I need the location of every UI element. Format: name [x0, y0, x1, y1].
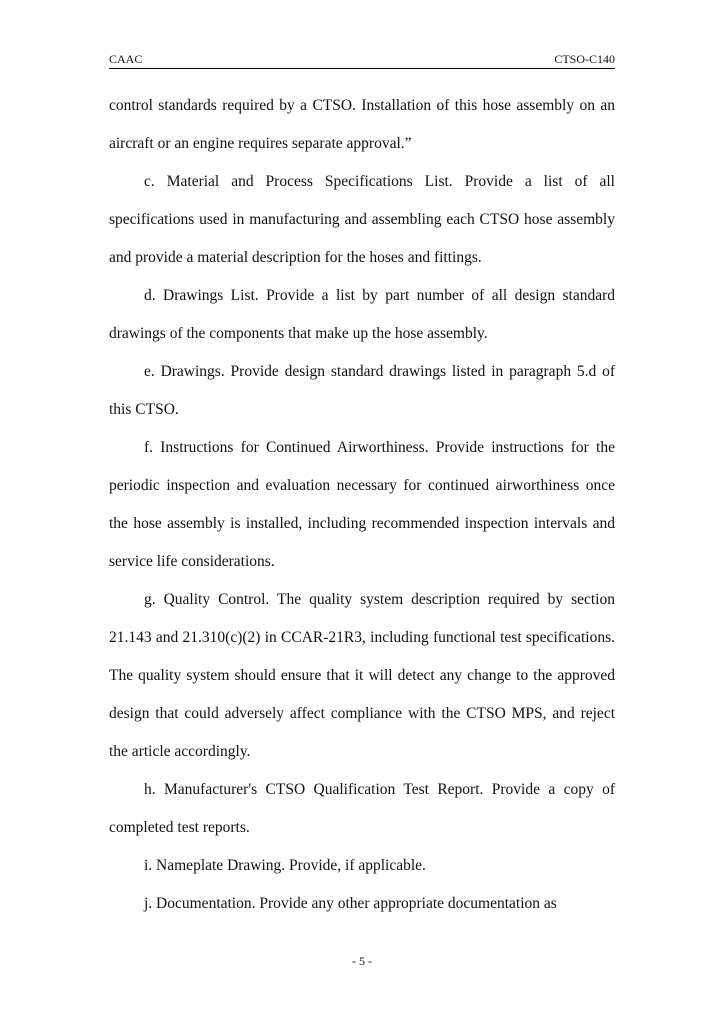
paragraph-continuation: control standards required by a CTSO. Installation of this hose assembly on an aircraft or an engine requires separate approval.”: [109, 97, 615, 152]
page-header: [109, 52, 615, 69]
document-body: [109, 87, 615, 923]
paragraph-c-material-specs: c. Material and Process Specifications List. Provide a list of all specifications used in manufacturing and assembling each CTSO hose assembly and provide a material description for the hoses and fittings.: [109, 173, 615, 266]
header-org: CAAC: [109, 52, 143, 66]
paragraph-j-documentation: j. Documentation. Provide any other appropriate documentation as: [144, 895, 557, 912]
page-number: - 5 -: [352, 954, 372, 968]
paragraph-g-quality-control: g. Quality Control. The quality system description required by section 21.143 and 21.310(c)(2) in CCAR-21R3, including functional test specifications. The quality system should ensure that it will detect any change to the approved design that could adversely affect compliance with the CTSO MPS, and reject the article accordingly.: [109, 591, 615, 760]
header-doc-id: CTSO-C140: [554, 52, 615, 66]
paragraph-h-test-report: h. Manufacturer's CTSO Qualification Test Report. Provide a copy of completed test reports.: [109, 781, 615, 836]
paragraph-i-nameplate: i. Nameplate Drawing. Provide, if applicable.: [144, 857, 426, 874]
paragraph-e-drawings: e. Drawings. Provide design standard drawings listed in paragraph 5.d of this CTSO.: [109, 363, 615, 418]
paragraph-f-instructions: f. Instructions for Continued Airworthiness. Provide instructions for the periodic inspection and evaluation necessary for continued airworthiness once the hose assembly is installed, including recommended inspection intervals and service life considerations.: [109, 439, 615, 570]
paragraph-d-drawings-list: d. Drawings List. Provide a list by part number of all design standard drawings of the components that make up the hose assembly.: [109, 287, 615, 342]
